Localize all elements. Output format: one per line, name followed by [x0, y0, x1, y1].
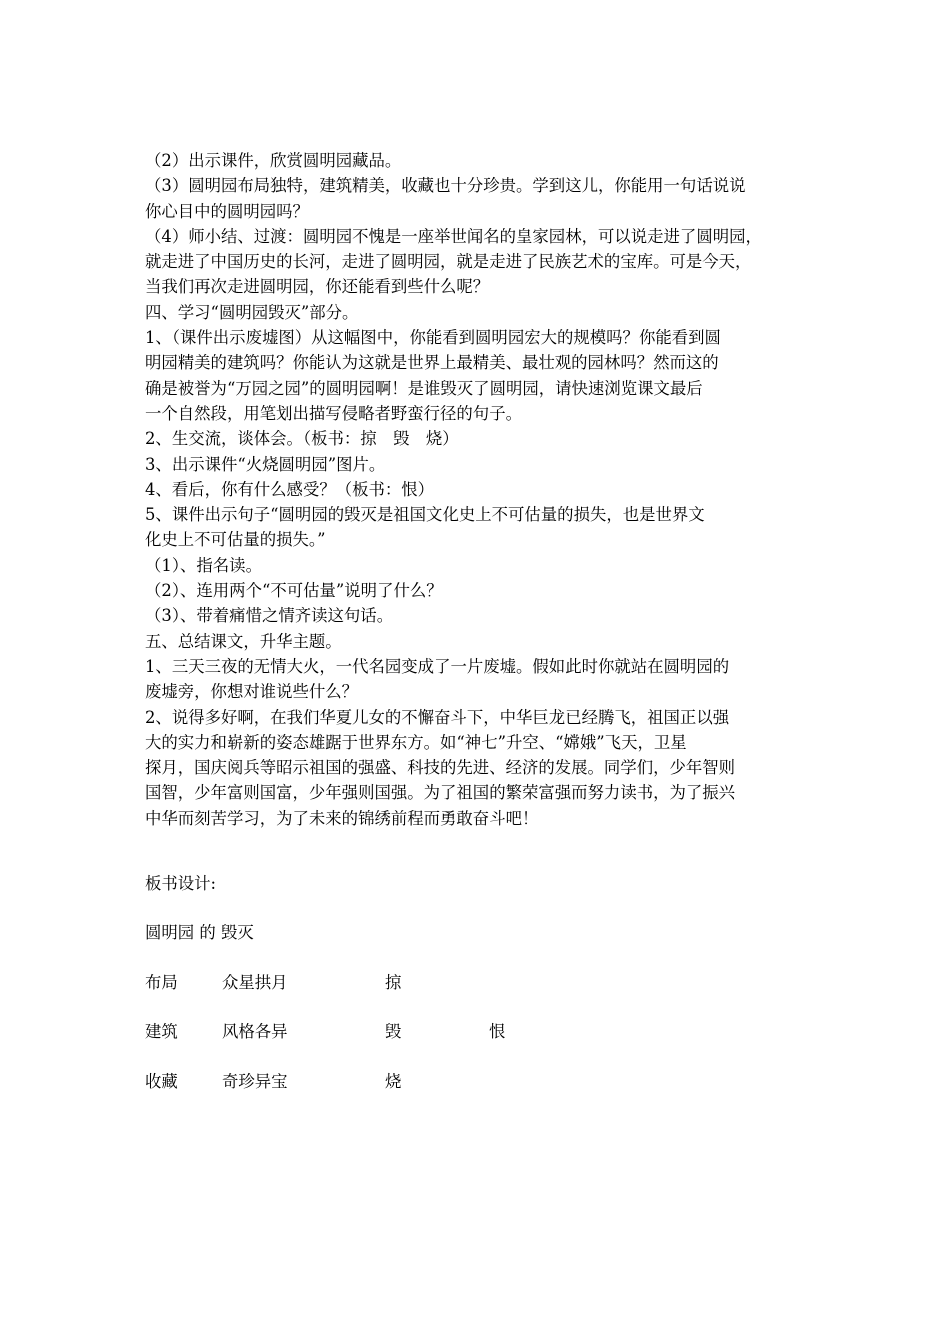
text-line: 废墟旁，你想对谁说些什么？: [145, 682, 359, 702]
board-title: 圆明园 的 毁灭: [145, 923, 254, 942]
text-line: 中华而刻苦学习，为了未来的锦绣前程而勇敢奋斗吧！: [145, 808, 539, 828]
board-row: [145, 1021, 665, 1043]
board-row-action: 掠: [385, 973, 402, 992]
text-line: （3）、带着痛惜之情齐读这句话。: [145, 606, 394, 626]
text-line: （4）师小结、过渡：圆明园不愧是一座举世闻名的皇家园林，可以说走进了圆明园，: [145, 226, 762, 246]
text-line: 国智，少年富则国富，少年强则国强。为了祖国的繁荣富强而努力读书，为了振兴: [145, 783, 736, 803]
board-row-phrase: 风格各异: [222, 1022, 288, 1041]
board-row-action: 毁: [385, 1022, 402, 1041]
text-line: 1、三天三夜的无情大火，一代名园变成了一片废墟。假如此时你就站在圆明园的: [145, 656, 730, 676]
text-line: 4、看后，你有什么感受？（板书：恨）: [145, 479, 435, 499]
text-line: （2）出示课件，欣赏圆明园藏品。: [145, 151, 402, 170]
board-row-label: 建筑: [145, 1022, 178, 1041]
board-row: [145, 972, 665, 994]
text-line: 2、说得多好啊，在我们华夏儿女的不懈奋斗下，中华巨龙已经腾飞，祖国正以强: [145, 707, 730, 727]
board-design-heading: 板书设计:: [145, 874, 217, 893]
section-heading: 四、学习“圆明园毁灭”部分。: [145, 302, 359, 322]
text-line: 就走进了中国历史的长河，走进了圆明园，就是走进了民族艺术的宝库。可是今天，: [145, 252, 752, 272]
text-line: （2）、连用两个“不可估量”说明了什么？: [145, 581, 443, 601]
board-row-label: 布局: [145, 973, 178, 992]
text-line: 大的实力和崭新的姿态雄踞于世界东方。如“神七”升空、“嫦娥”飞天，卫星: [145, 732, 687, 752]
text-line: 探月，国庆阅兵等昭示祖国的强盛、科技的先进、经济的发展。同学们，少年智则: [145, 758, 736, 778]
board-row-label: 收藏: [145, 1072, 178, 1091]
board-row-phrase: 众星拱月: [222, 973, 288, 992]
text-line: 当我们再次走进圆明园，你还能看到些什么呢？: [145, 277, 490, 297]
text-line: 3、出示课件“火烧圆明园”图片。: [145, 454, 386, 474]
section-heading: 五、总结课文，升华主题。: [145, 631, 342, 651]
text-line: 化史上不可估量的损失。”: [145, 530, 326, 550]
text-line: 明园精美的建筑吗？你能认为这就是世界上最精美、最壮观的园林吗？然而这的: [145, 353, 719, 373]
board-row-emotion: 恨: [489, 1022, 506, 1041]
text-line: （1）、指名读。: [145, 555, 262, 575]
text-line: 1、（课件出示废墟图）从这幅图中，你能看到圆明园宏大的规模吗？你能看到圆: [145, 328, 721, 348]
board-row: [145, 1071, 665, 1093]
text-line: （3）圆明园布局独特，建筑精美，收藏也十分珍贵。学到这儿，你能用一句话说说: [145, 176, 746, 196]
board-row-action: 烧: [385, 1072, 402, 1091]
lesson-text: [145, 148, 810, 831]
text-line: 5、课件出示句子“圆明园的毁灭是祖国文化史上不可估量的损失，也是世界文: [145, 505, 705, 525]
board-row-phrase: 奇珍异宝: [222, 1072, 288, 1091]
text-line: 确是被誉为“万园之园”的圆明园啊！是谁毁灭了圆明园，请快速浏览课文最后: [145, 378, 703, 398]
text-line: 2、生交流，谈体会。（板书：掠 毁 烧）: [145, 429, 459, 449]
text-line: 你心目中的圆明园吗？: [145, 201, 309, 221]
text-line: 一个自然段，用笔划出描写侵略者野蛮行径的句子。: [145, 403, 522, 423]
